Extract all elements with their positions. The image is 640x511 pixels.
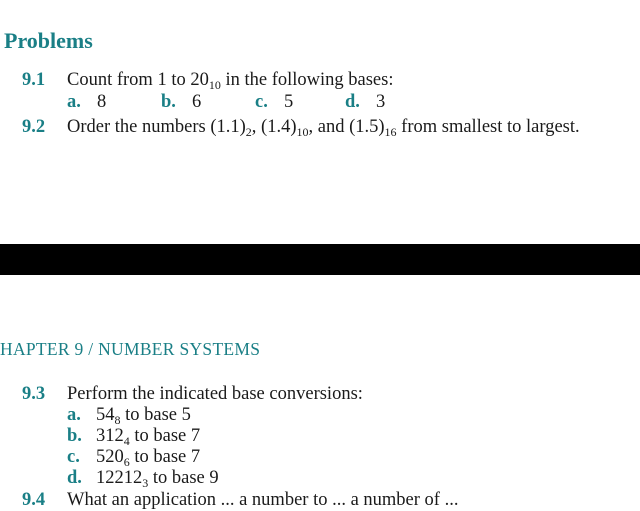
problem-number: 9.2 bbox=[22, 117, 46, 137]
option-d: d. $12212_3$ to base 9 bbox=[67, 468, 219, 490]
problem-number: 9.3 bbox=[22, 384, 46, 404]
problem-9-2 bbox=[0, 117, 640, 141]
problem-text: Order the numbers $(1.1)_2$, $(1.4)_{10}$, and $(1.5)_{16}$ from smallest to largest. bbox=[67, 117, 580, 139]
chapter-header: HAPTER 9 / NUMBER SYSTEMS bbox=[0, 339, 261, 359]
problem-9-4-cut-off: 9.4 What an application ... a number to ... a number of ... bbox=[22, 490, 459, 510]
option-b: b. $312_4$ to base 7 bbox=[67, 426, 201, 448]
option-c: c. 5 bbox=[255, 92, 294, 112]
problem-number: 9.1 bbox=[22, 70, 46, 90]
option-d: d. 3 bbox=[345, 92, 386, 112]
option-a: a. 8 bbox=[67, 92, 107, 112]
problem-9-1 bbox=[0, 70, 640, 94]
section-heading: Problems bbox=[4, 28, 93, 53]
problem-text: Perform the indicated base conversions: bbox=[67, 384, 363, 404]
option-c: c. $520_6$ to base 7 bbox=[67, 447, 201, 469]
page-divider-bar bbox=[0, 244, 640, 275]
problem-text: Count from 1 to $20_{10}$ in the following bases: bbox=[67, 70, 394, 92]
option-a: a. $54_8$ to base 5 bbox=[67, 405, 191, 427]
option-b: b. 6 bbox=[161, 92, 202, 112]
